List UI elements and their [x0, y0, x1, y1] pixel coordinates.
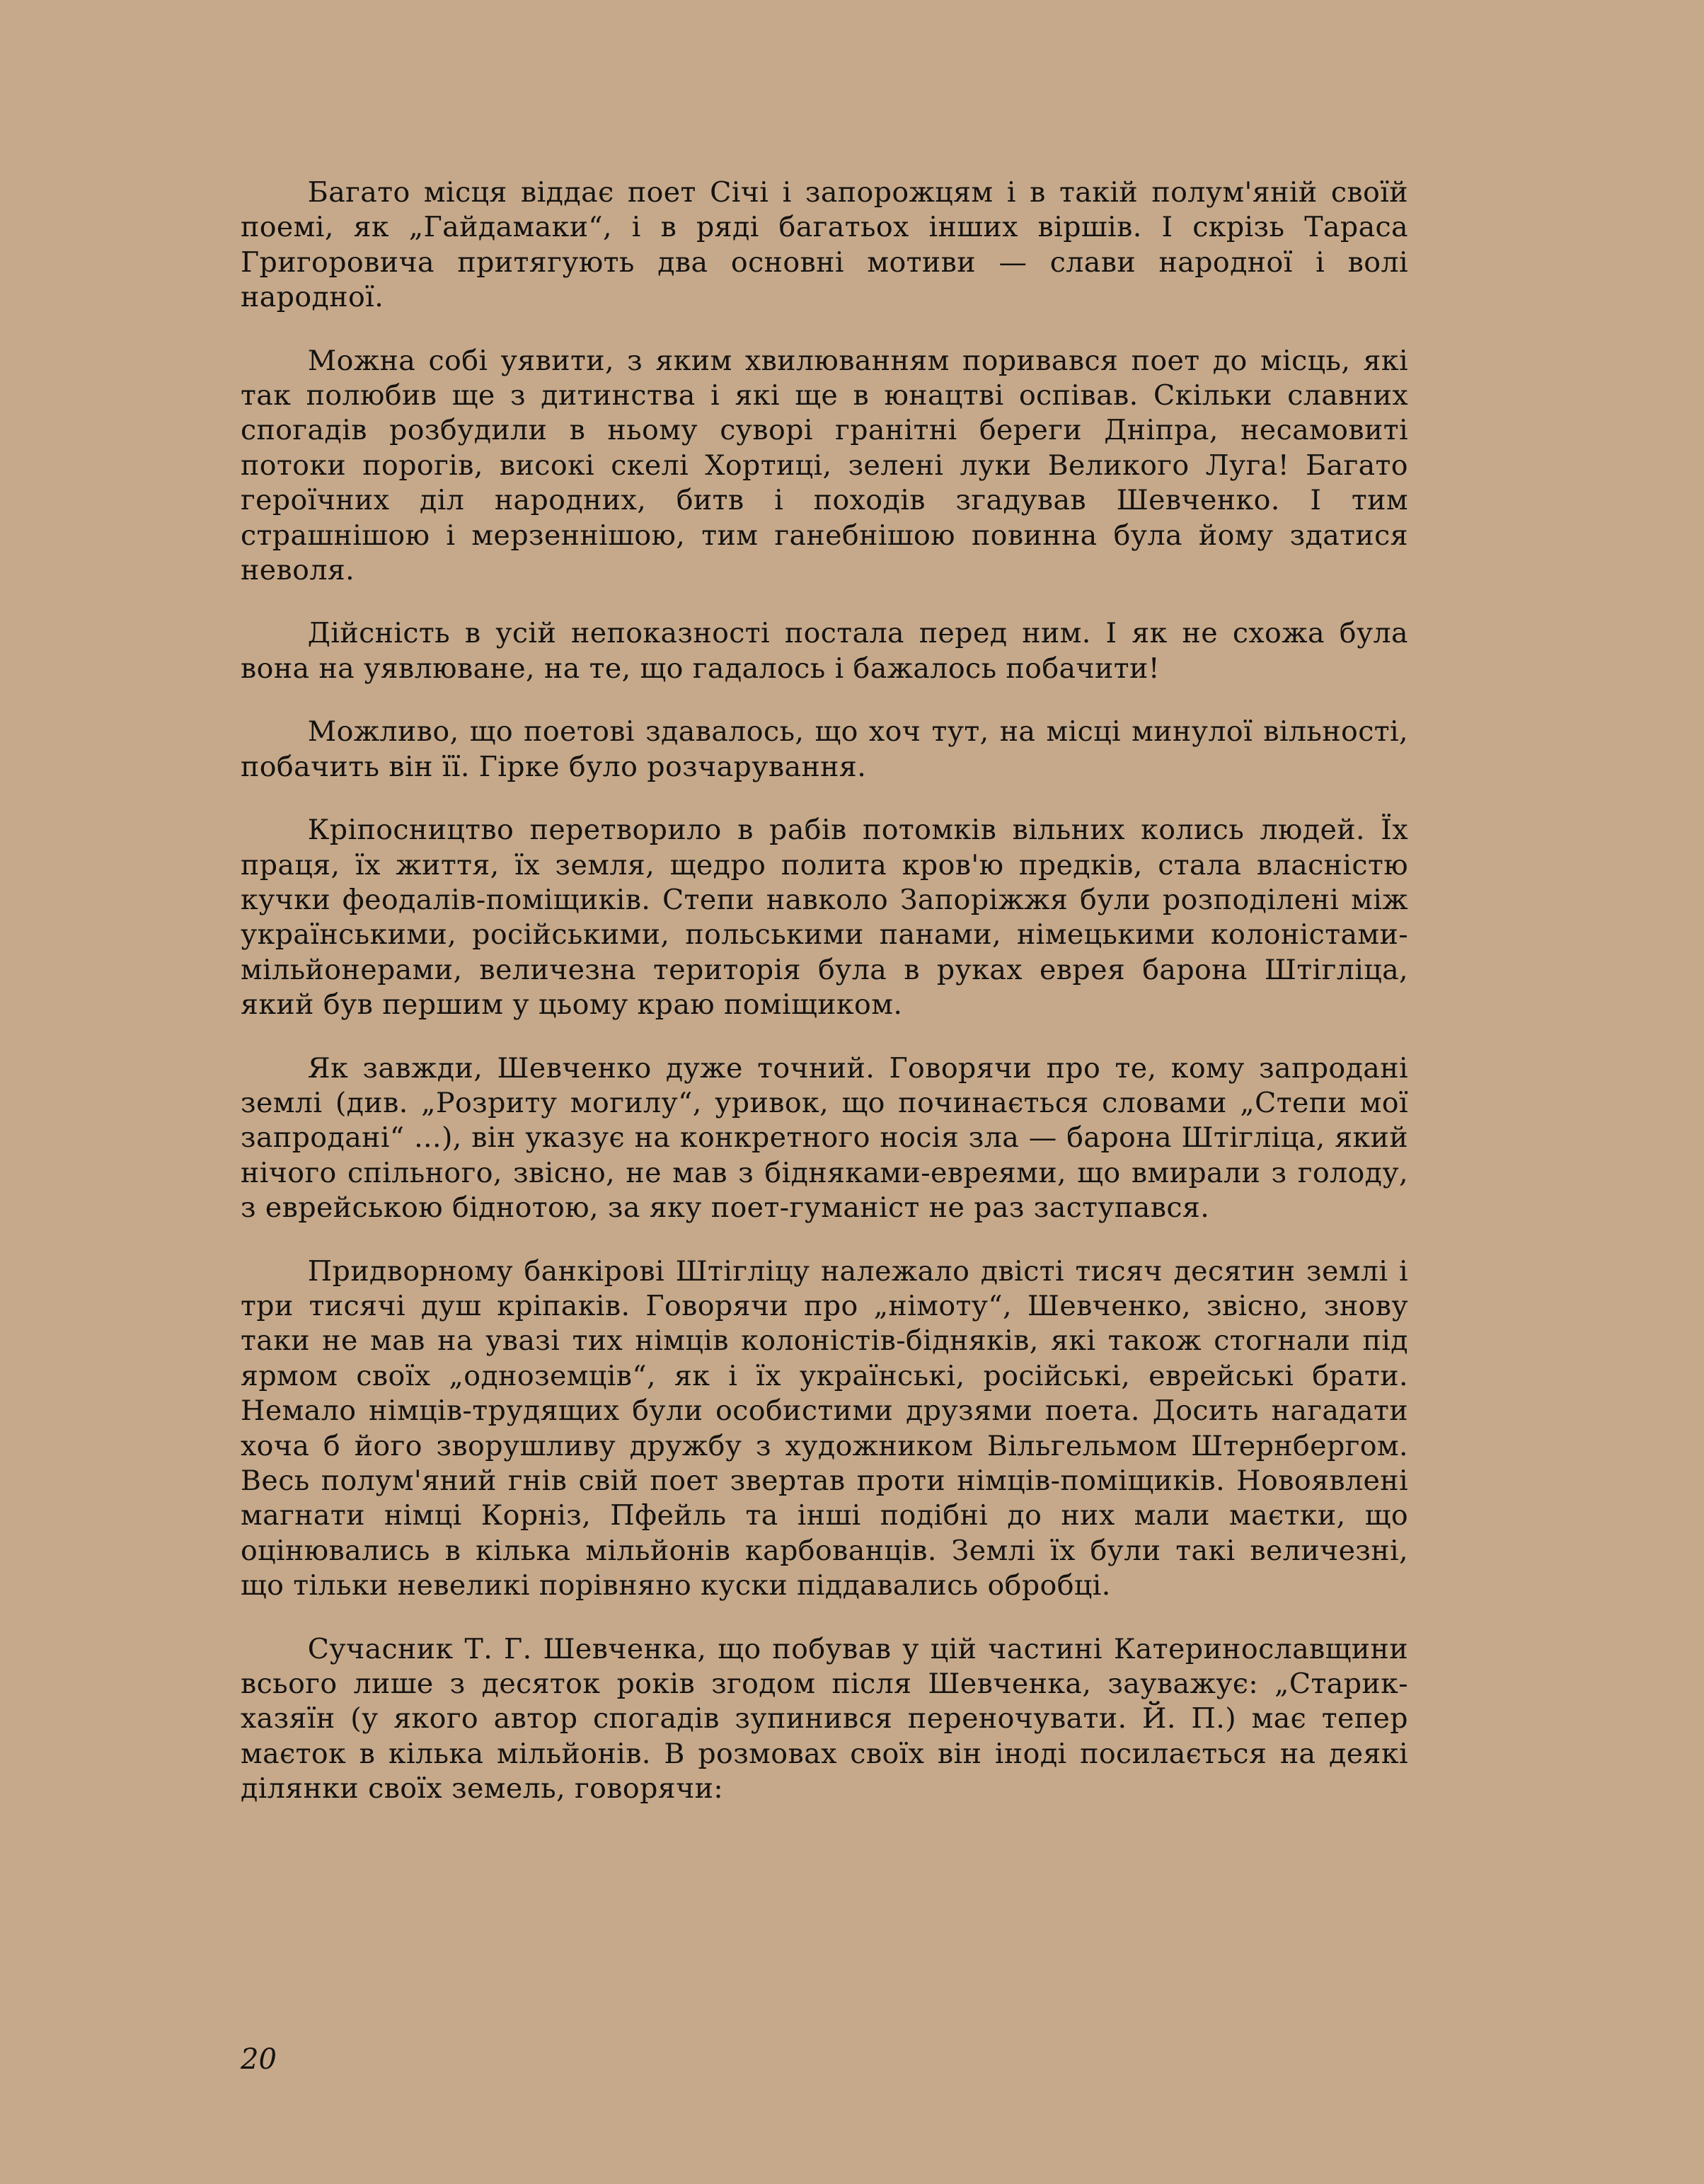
paragraph-6: Як завжди, Шевченко дуже точний. Говорячи про те, кому запродані землі (див. „Розриту могилу“, уривок, що починається словами „Степи мої запродані“ ...), він указує на конкретного носія зла — барона Штігліца, який нічого спільного, звісно, не мав з бідняками-евреями, що вмирали з голоду, з еврейською біднотою, за яку поет-гуманіст не раз заступався.	[241, 1051, 1408, 1225]
paragraph-7: Придворному банкірові Штігліцу належало двісті тисяч десятин землі і три тисячі душ кріпаків. Говорячи про „німоту“, Шевченко, звісно, знову таки не мав на увазі тих німців колоністів-бідняків, які також стогнали під ярмом своїх „одноземців“, як і їх українські, російські, еврейські брати. Немало німців-трудящих були особистими друзями поета. Досить нагадати хоча б його зворушливу дружбу з художником Вільгельмом Штернбергом. Весь полум'яний гнів свій поет звертав проти німців-поміщиків. Новоявлені магнати німці Корніз, Пфейль та інші подібні до них мали маєтки, що оцінювались в кілька мільйонів карбованців. Землі їх були такі величезні, що тільки невеликі порівняно куски піддавались обробці.	[241, 1254, 1408, 1602]
document-page	[241, 175, 1408, 2142]
paragraph-8: Сучасник Т. Г. Шевченка, що побував у цій частині Катеринославщини всього лише з десяток років згодом після Шевченка, зауважує: „Старик-хазяїн (у якого автор спогадів зупинився переночувати. Й. П.) має тепер маєток в кілька мільйонів. В розмовах своїх він іноді посилається на деякі ділянки своїх земель, говорячи:	[241, 1632, 1408, 1805]
paragraph-5: Кріпосництво перетворило в рабів потомків вільних колись людей. Їх праця, їх життя, їх земля, щедро полита кров'ю предків, стала власністю кучки феодалів-поміщиків. Степи навколо Запоріжжя були розподілені між українськими, російськими, польськими панами, німецькими колоністами-мільйонерами, величезна територія була в руках еврея барона Штігліца, який був першим у цьому краю поміщиком.	[241, 814, 1408, 1022]
paragraph-3: Дійсність в усій непоказності постала перед ним. І як не схожа була вона на уявлюване, на те, що гадалось і бажалось побачити!	[241, 617, 1408, 685]
paragraph-2: Можна собі уявити, з яким хвилюванням поривався поет до місць, які так полюбив ще з дитинства і які ще в юнацтві оспівав. Скільки славних спогадів розбудили в ньому суворі гранітні береги Дніпра, несамовиті потоки порогів, високі скелі Хортиці, зелені луки Великого Луга! Багато героїчних діл народних, битв і походів згадував Шевченко. І тим страшнішою і мерзеннішою, тим ганебнішою повинна була йому здатися неволя.	[241, 344, 1408, 587]
paragraph-4: Можливо, що поетові здавалось, що хоч тут, на місці минулої вільності, побачить він її. Гірке було розчарування.	[241, 715, 1408, 783]
paragraph-1: Багато місця віддає поет Січі і запорожцям і в такій полум'яній своїй поемі, як „Гайдамаки“, і в ряді багатьох інших віршів. І скрізь Тараса Григоровича притягують два основні мотиви — слави народної і волі народної.	[241, 176, 1408, 314]
page-number: 20	[241, 2043, 277, 2076]
